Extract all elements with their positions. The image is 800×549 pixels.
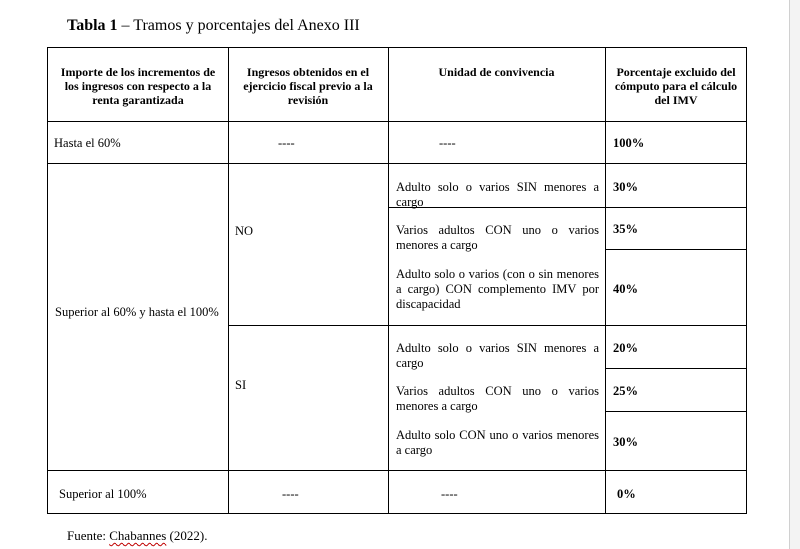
table-border-bottom	[47, 513, 747, 514]
header-ingresos: Ingresos obtenidos en el ejercicio fiscal previo a la revisión	[243, 65, 373, 107]
source-prefix: Fuente:	[67, 528, 110, 543]
header-importe: Importe de los incrementos de los ingresos con respecto a la renta garantizada	[60, 65, 216, 107]
cell-unidad-si-3: Adulto solo CON uno o varios menores a cargo	[396, 428, 599, 457]
cell-unidad-no-1: Adulto solo o varios SIN menores a cargo	[396, 180, 599, 209]
cell-pct-no-2: 35%	[613, 222, 638, 236]
source-note	[67, 528, 207, 544]
row-divider	[228, 325, 747, 326]
cell-unidad-no-3: Adulto solo o varios (con o sin menores a cargo) CON complemento IMV por discapacidad	[396, 267, 599, 311]
cell-unidad-empty: ----	[439, 136, 456, 150]
row-divider	[605, 249, 747, 250]
header-unidad: Unidad de convivencia	[438, 65, 555, 79]
cell-ingresos-no: NO	[235, 224, 254, 238]
cell-pct-si-2: 25%	[613, 384, 638, 398]
cell-pct-no-1: 30%	[613, 180, 638, 194]
header-porcentaje: Porcentaje excluido del cómputo para el cálculo del IMV	[614, 65, 738, 107]
cell-pct-0: 0%	[617, 487, 636, 501]
table-border-top	[47, 47, 747, 48]
row-divider	[605, 411, 747, 412]
table-number: Tabla 1	[67, 17, 118, 34]
cell-pct-si-1: 20%	[613, 341, 638, 355]
cell-pct-no-3: 40%	[613, 282, 638, 296]
table-border-left	[47, 47, 48, 514]
cell-unidad-empty: ----	[441, 487, 458, 501]
row-divider	[47, 470, 747, 471]
cell-importe-60-100: Superior al 60% y hasta el 100%	[55, 305, 219, 319]
cell-unidad-si-1: Adulto solo o varios SIN menores a cargo	[396, 341, 599, 370]
cell-pct-100: 100%	[613, 136, 645, 150]
cell-ingresos-empty: ----	[278, 136, 295, 150]
row-divider	[47, 163, 747, 164]
column-divider	[605, 47, 606, 514]
source-year: (2022).	[166, 528, 208, 543]
source-author: Chabannes	[109, 528, 167, 543]
cell-importe-superior-100: Superior al 100%	[59, 487, 147, 501]
cell-ingresos-si: SI	[235, 378, 247, 392]
column-divider	[388, 47, 389, 514]
table-border-right	[746, 47, 747, 514]
column-divider	[228, 47, 229, 514]
cell-ingresos-empty: ----	[282, 487, 299, 501]
cell-unidad-si-2: Varios adultos CON uno o varios menores a cargo	[396, 384, 599, 413]
row-divider	[605, 368, 747, 369]
table-caption: – Tramos y porcentajes del Anexo III	[117, 17, 360, 34]
header-divider	[47, 121, 747, 122]
cell-pct-si-3: 30%	[613, 435, 638, 449]
cell-unidad-no-2: Varios adultos CON uno o varios menores a cargo	[396, 223, 599, 252]
cell-importe-hasta-60: Hasta el 60%	[54, 136, 121, 150]
